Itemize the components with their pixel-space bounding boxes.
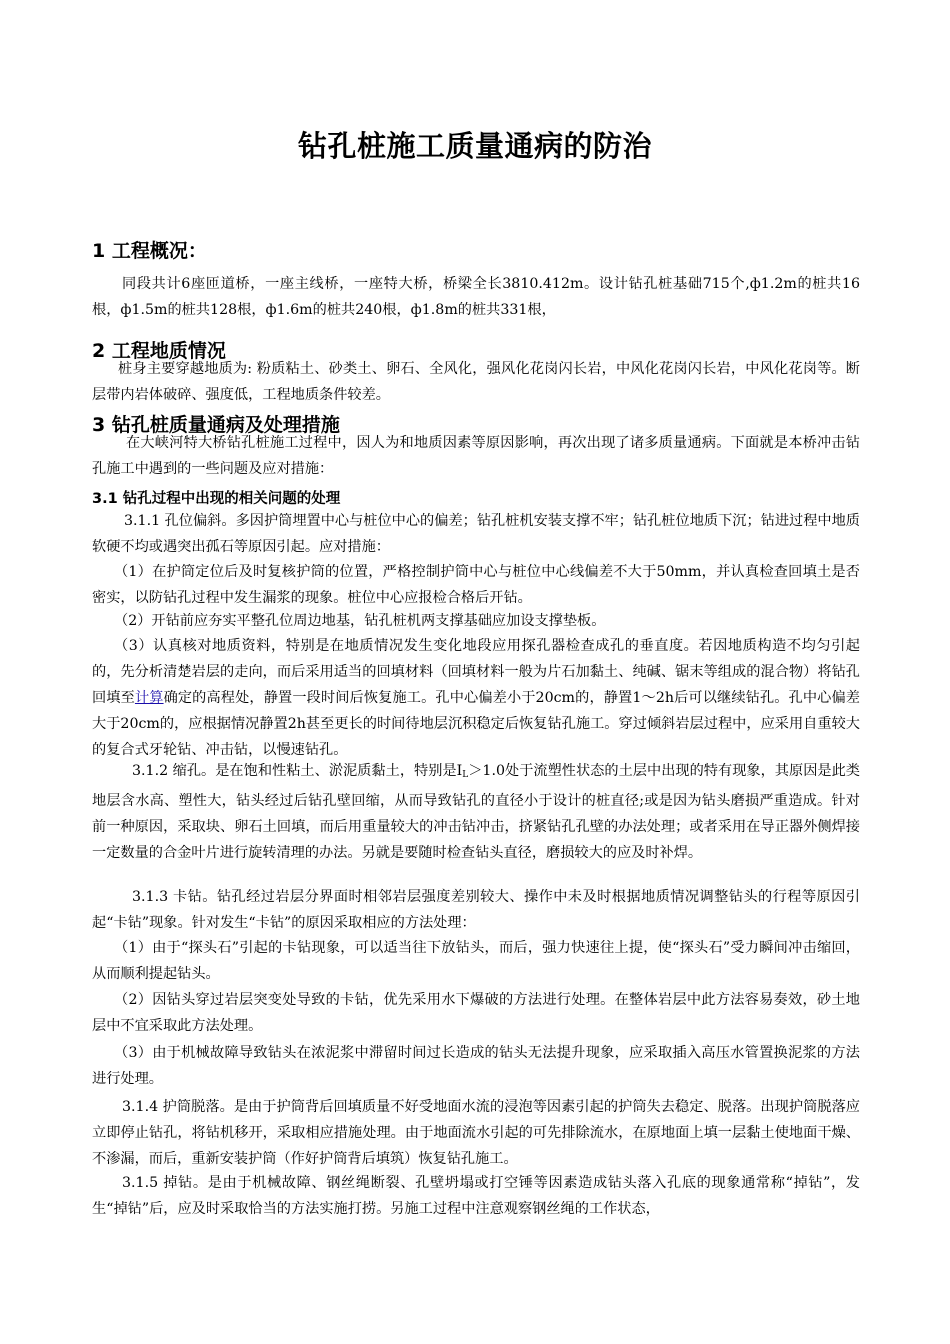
section-1-paragraph: 同段共计6座匝道桥，一座主线桥，一座特大桥，桥梁全长3810.412m。设计钻孔桩基础715个,ф1.2m的桩共16根，ф1.5m的桩共128根，ф1.6m的桩共240根，ф1.8m的桩共331根， [92, 276, 860, 318]
paragraph-3-1-1-item-1: （1）在护筒定位后及时复核护筒的位置，严格控制护筒中心与桩位中心线偏差不大于50mm，并认真检查回填土是否密实，以防钻孔过程中发生漏浆的现象。桩位中心应报检合格后开钻。 [92, 564, 860, 606]
section-1-heading: 1 工程概况： [92, 240, 207, 262]
section-2-paragraph: 桩身主要穿越地质为: 粉质粘土、砂类土、卵石、全风化，强风化花岗闪长岩，中风化花岗闪长岩，中风化花岗等。断层带内岩体破碎、强度低，工程地质条件较差。 [92, 361, 860, 403]
subscript-l: L [462, 770, 469, 780]
calculation-link[interactable]: 计算 [134, 690, 164, 706]
paragraph-3-1-3: 3.1.3 卡钻。钻孔经过岩层分界面时相邻岩层强度差别较大、操作中未及时根据地质情况调整钻头的行程等原因引起“卡钻”现象。针对发生“卡钻”的原因采取相应的方法处理： [92, 889, 860, 931]
paragraph-3-1-5: 3.1.5 掉钻。是由于机械故障、钢丝绳断裂、孔壁坍塌或打空锤等因素造成钻头落入孔底的现象通常称“掉钻”，发生“掉钻”后，应及时采取恰当的方法实施打捞。另施工过程中注意观察钢丝绳的工作状态， [92, 1175, 860, 1217]
paragraph-3-1-3-item-2: （2）因钻头穿过岩层突变处导致的卡钻，优先采用水下爆破的方法进行处理。在整体岩层中此方法容易奏效，砂土地层中不宜采取此方法处理。 [92, 992, 860, 1034]
item-3-text-start: （3）认真核对地质资料，特别是在地质情况发生变化地段应用探孔器检查成孔的垂直度。若因地质构造不均匀引起的，先分析清楚岩层的走向，而后采用适当的回填材料（回填材料一般为片石加黏土、纯碱、锯末等组成的混合物）将钻孔回填至 [92, 638, 860, 706]
item-3-text-end: 确定的高程处，静置一段时间后恢复施工。孔中心偏差小于20cm的，静置1～2h后可以继续钻孔。孔中心偏差大于20cm的，应根据情况静置2h甚至更长的时间待地层沉积稳定后恢复钻孔施工。穿过倾斜岩层过程中，应采用自重较大的复合式牙轮钻、冲击钻，以慢速钻孔。 [92, 690, 860, 758]
paragraph-3-1-1: 3.1.1 孔位偏斜。多因护筒埋置中心与桩位中心的偏差；钻孔桩机安装支撑不牢；钻孔桩位地质下沉；钻进过程中地质软硬不均或遇突出孤石等原因引起。应对措施： [92, 513, 860, 555]
paragraph-3-1-3-item-3: （3）由于机械故障导致钻头在浓泥浆中滞留时间过长造成的钻头无法提升现象，应采取插入高压水管置换泥浆的方法进行处理。 [92, 1045, 860, 1087]
paragraph-3-1-1-item-2: （2）开钻前应夯实平整孔位周边地基，钻孔桩机两支撑基础应加设支撑垫板。 [114, 613, 606, 629]
p312-text-start: 3.1.2 缩孔。是在饱和性粘土、淤泥质黏土，特别是I [132, 763, 463, 779]
subsection-3-1-heading: 3.1 钻孔过程中出现的相关问题的处理 [92, 491, 341, 507]
paragraph-3-1-3-item-1: （1）由于“探头石”引起的卡钻现象，可以适当往下放钻头，而后，强力快速往上提，使“探头石”受力瞬间冲击缩回，从而顺利提起钻头。 [92, 940, 860, 982]
paragraph-3-1-4: 3.1.4 护筒脱落。是由于护筒背后回填质量不好受地面水流的浸泡等因素引起的护筒失去稳定、脱落。出现护筒脱落应立即停止钻孔，将钻机移开，采取相应措施处理。由于地面流水引起的可先排除流水，在原地面上填一层黏土使地面干燥、不渗漏，而后，重新安装护筒（作好护筒背后填筑）恢复钻孔施工。 [92, 1099, 860, 1167]
p312-text-end: ＞1.0处于流塑性状态的土层中出现的特有现象，其原因是此类地层含水高、塑性大，钻头经过后钻孔壁回缩，从而导致钻孔的直径小于设计的桩直径;或是因为钻头磨损严重造成。针对前一种原因，采取块、卵石土回填，而后用重量较大的冲击钻冲击，挤紧钻孔孔壁的办法处理；或者采用在导正器外侧焊接一定数量的合金叶片进行旋转清理的办法。另就是要随时检查钻头直径，磨损较大的应及时补焊。 [92, 763, 860, 861]
section-3-heading: 3 钻孔桩质量通病及处理措施 [92, 414, 340, 436]
section-2-heading: 2 工程地质情况 [92, 340, 226, 362]
paragraph-3-1-1-item-3 [92, 633, 860, 763]
paragraph-3-1-2 [92, 758, 860, 866]
document-title: 钻孔桩施工质量通病的防治 [297, 129, 652, 163]
section-3-intro: 在大峡河特大桥钻孔桩施工过程中，因人为和地质因素等原因影响，再次出现了诸多质量通病。下面就是本桥冲击钻孔施工中遇到的一些问题及应对措施： [92, 435, 860, 477]
